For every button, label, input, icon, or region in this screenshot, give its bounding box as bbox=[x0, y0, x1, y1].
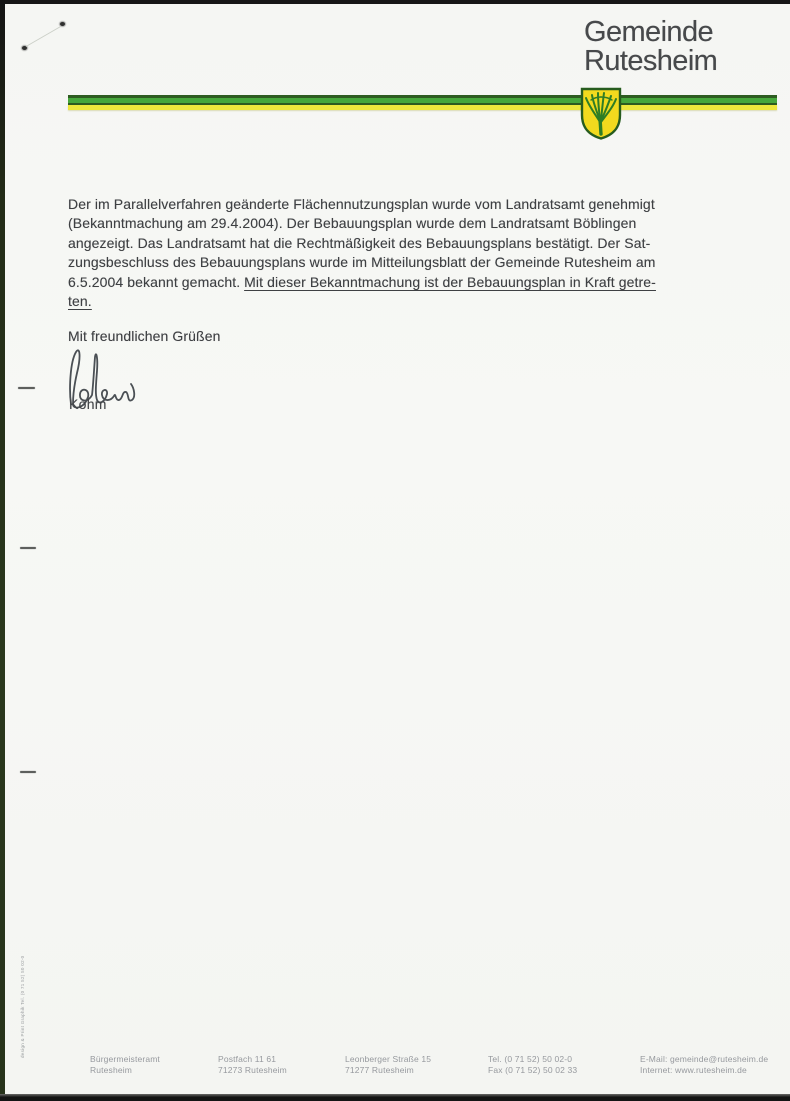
letterhead-title-line1: Gemeinde bbox=[584, 16, 713, 48]
body-line: Der im Parallelverfahren geänderte Flächennutzungsplan wurde vom Landratsamt genehmigt bbox=[68, 196, 655, 212]
body-line5-underlined: Mit dieser Bekanntmachung ist der Bebauungsplan in Kraft getre- bbox=[244, 273, 656, 290]
fold-mark-3 bbox=[20, 771, 36, 773]
footer-office-line1: Bürgermeisteramt bbox=[90, 1054, 160, 1064]
footer-col-phone bbox=[488, 1054, 577, 1076]
fold-mark-2 bbox=[20, 547, 36, 549]
footer-postbox-line2: 71273 Rutesheim bbox=[218, 1065, 287, 1075]
body-line: (Bekanntmachung am 29.4.2004). Der Bebauungsplan wurde dem Landratsamt Böblingen bbox=[68, 215, 637, 232]
scan-edge-left bbox=[0, 0, 5, 1101]
fold-mark-1 bbox=[18, 387, 35, 389]
footer-col-email bbox=[640, 1054, 768, 1076]
rutesheim-crest-icon bbox=[579, 86, 623, 141]
body-line bbox=[68, 273, 656, 292]
scan-edge-top bbox=[0, 0, 790, 4]
body-line5-plain: 6.5.2004 bekannt gemacht. bbox=[68, 273, 245, 290]
body-line6-underlined: ten. bbox=[68, 293, 92, 310]
body-line bbox=[68, 292, 656, 311]
letter-body bbox=[68, 195, 656, 311]
footer-email-line1: E-Mail: gemeinde@rutesheim.de bbox=[640, 1054, 769, 1064]
scan-edge-bottom bbox=[0, 1094, 790, 1101]
footer-phone-line2: Fax (0 71 52) 50 02 33 bbox=[488, 1065, 578, 1075]
pen-mark-line bbox=[26, 26, 61, 47]
footer-col-postbox bbox=[218, 1054, 287, 1076]
stripe-yellow bbox=[68, 105, 777, 110]
body-line: angezeigt. Das Landratsamt hat die Rechtmäßigkeit des Bebauungsplans bestätigt. Der Sat- bbox=[68, 234, 651, 251]
pen-mark-dot-1 bbox=[60, 22, 65, 26]
footer-street-line2: 71277 Rutesheim bbox=[345, 1065, 414, 1075]
letterhead-title-line2: Rutesheim bbox=[584, 45, 718, 77]
letterhead-title bbox=[584, 18, 717, 76]
footer-col-office bbox=[90, 1054, 160, 1076]
footer-phone-line1: Tel. (0 71 52) 50 02-0 bbox=[488, 1054, 573, 1064]
footer-street-line1: Leonberger Straße 15 bbox=[345, 1054, 432, 1064]
letter-footer bbox=[0, 1054, 790, 1080]
closing-salutation: Mit freundlichen Grüßen bbox=[68, 328, 221, 344]
letterhead-stripe bbox=[68, 95, 777, 110]
footer-email-line2: Internet: www.rutesheim.de bbox=[640, 1065, 747, 1075]
body-line: zungsbeschluss des Bebauungsplans wurde im Mitteilungsblatt der Gemeinde Rutesheim am bbox=[68, 254, 656, 271]
signer-name: Kohm bbox=[69, 396, 107, 412]
footer-office-line2: Rutesheim bbox=[90, 1065, 132, 1075]
footer-col-street bbox=[345, 1054, 431, 1076]
footer-postbox-line1: Postfach 11 61 bbox=[218, 1054, 277, 1064]
printer-credit-note: design & Print Graphik Tel. (0 71 52) 50 02-0 bbox=[20, 955, 25, 1058]
